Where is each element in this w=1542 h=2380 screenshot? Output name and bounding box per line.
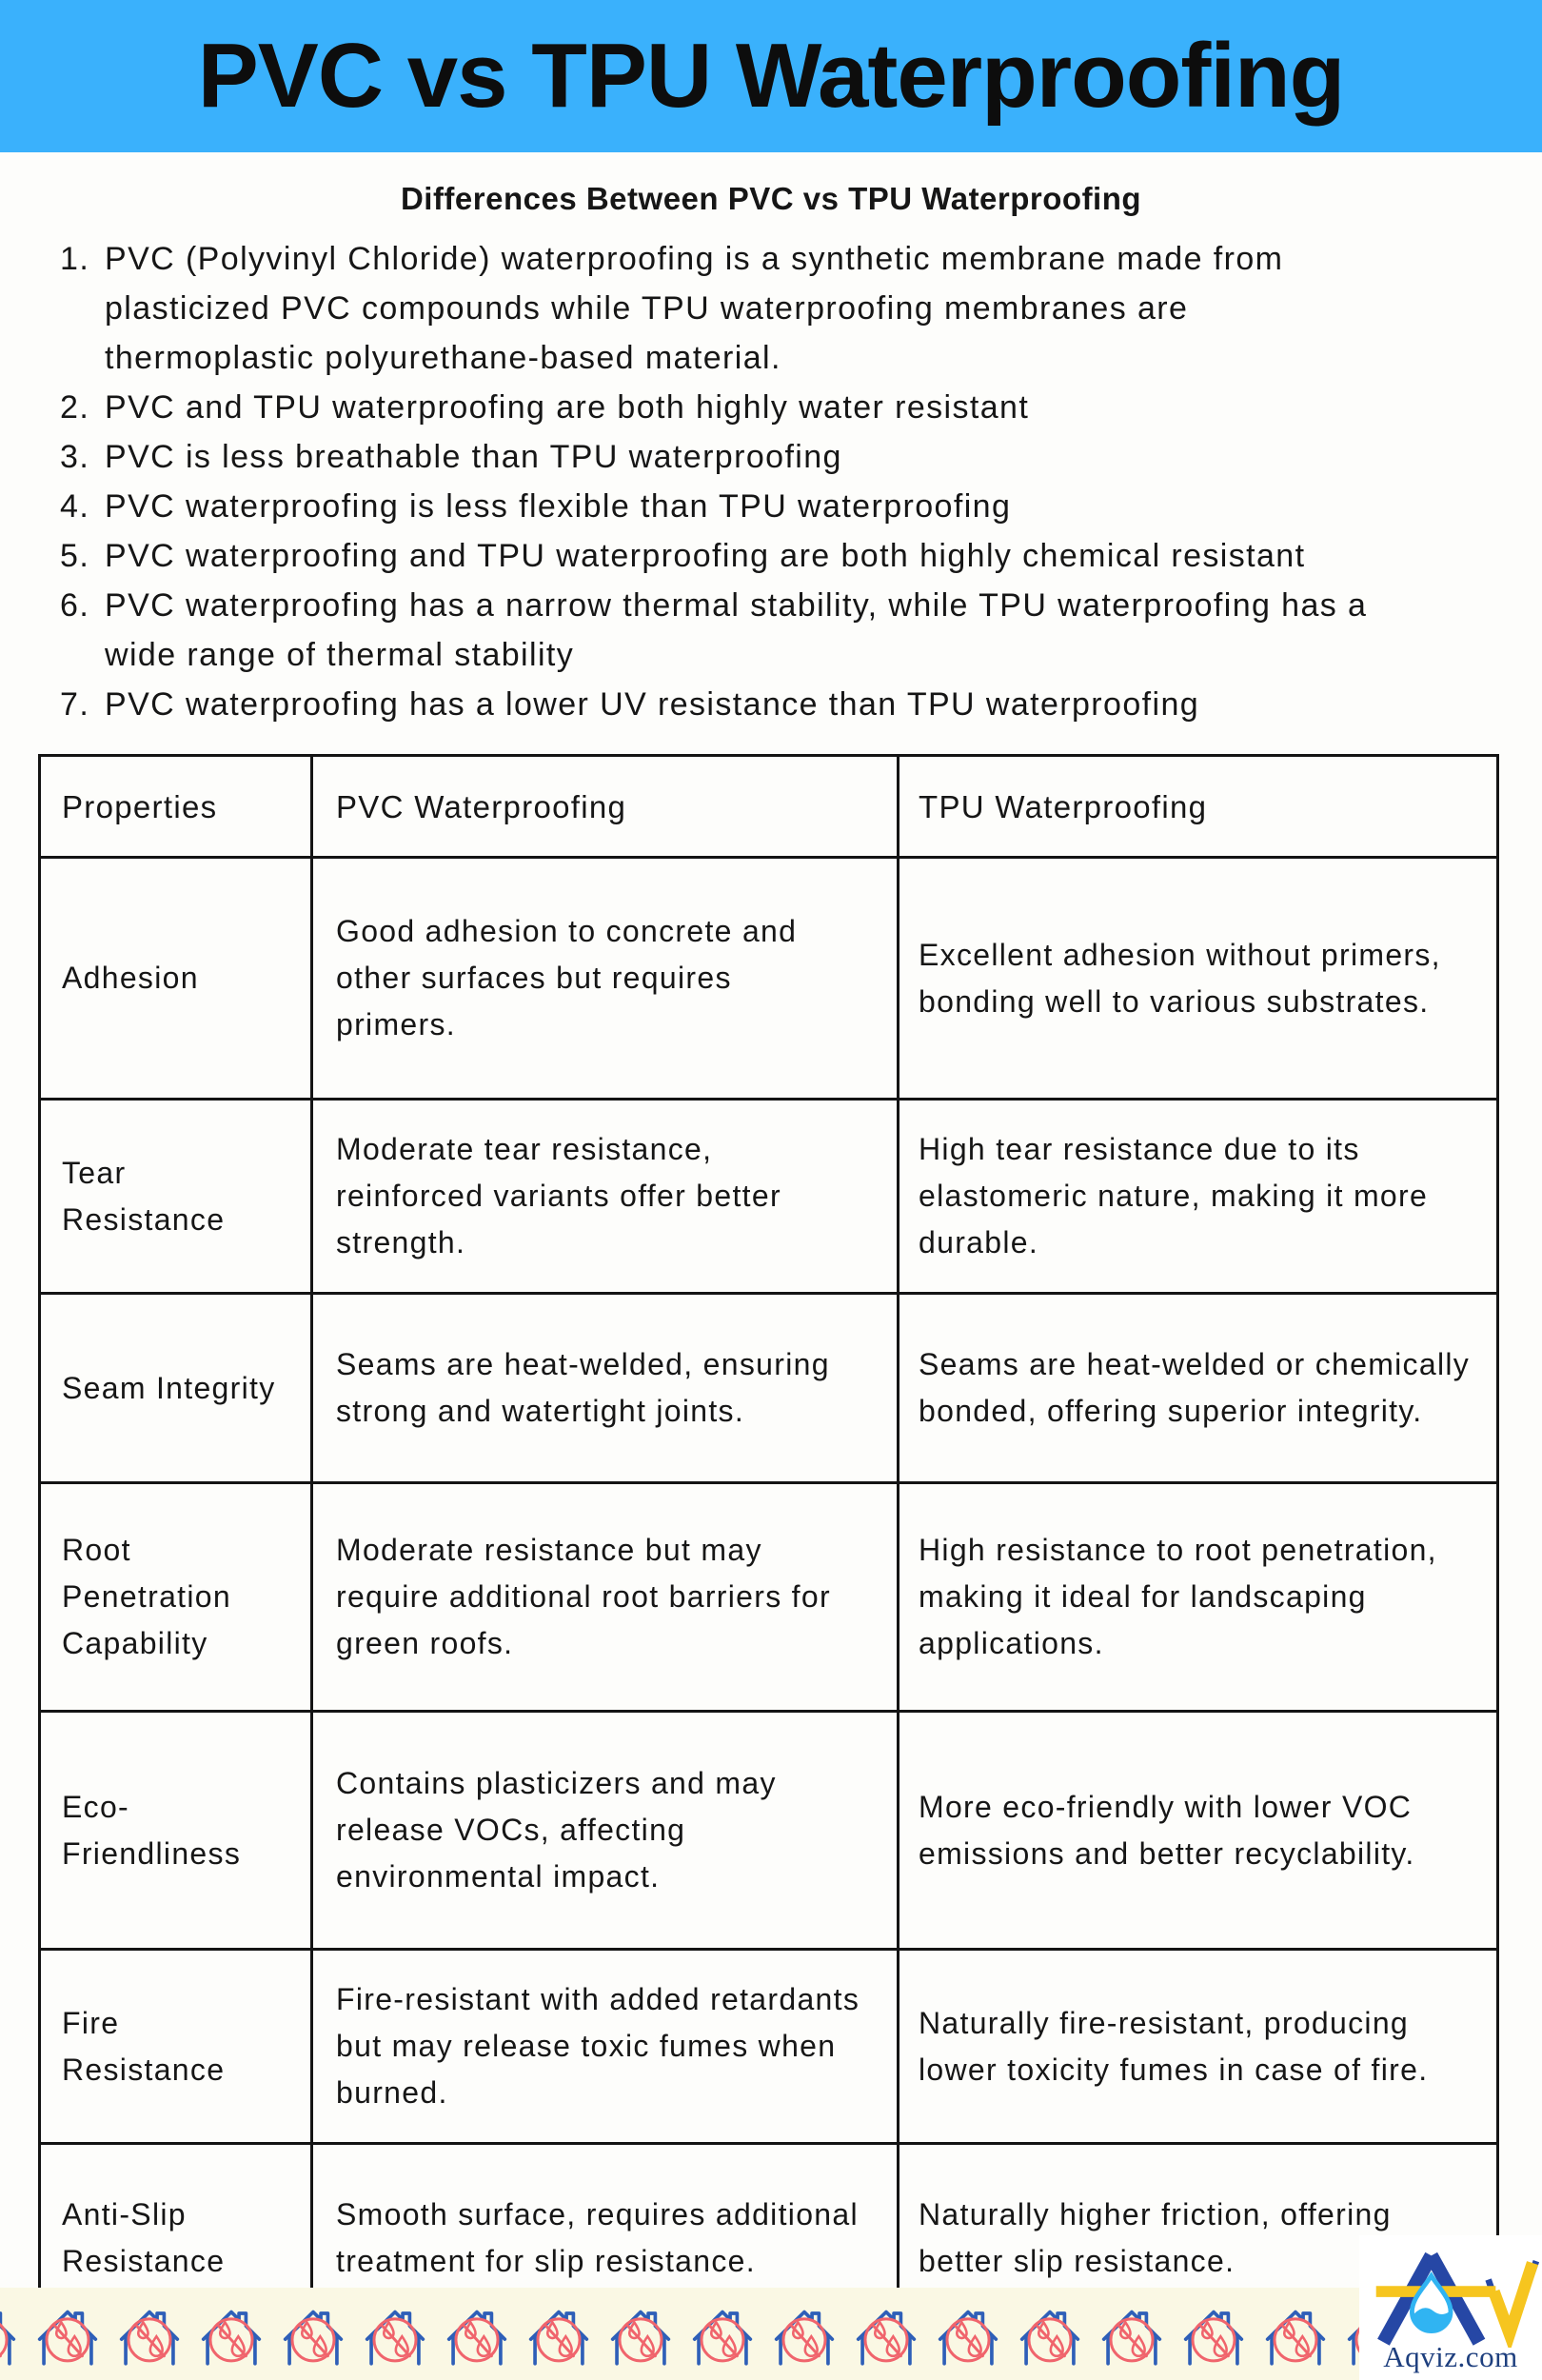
table-row	[40, 1712, 1498, 1950]
tpu-cell: High resistance to root penetration, making it ideal for landscaping applications.	[899, 1483, 1498, 1712]
tpu-cell: Naturally fire-resistant, producing lower toxicity fumes in case of fire.	[899, 1950, 1498, 2144]
property-cell: Seam Integrity	[40, 1294, 312, 1483]
decorative-icon-strip	[0, 2288, 1542, 2380]
brand-logo	[1359, 2235, 1542, 2380]
house-no-water-icon	[1178, 2303, 1249, 2366]
house-no-water-icon	[1260, 2303, 1331, 2366]
table-row	[40, 1100, 1498, 1294]
difference-item: PVC waterproofing is less flexible than TPU waterproofing	[105, 488, 1012, 525]
pvc-cell: Seams are heat-welded, ensuring strong and watertight joints.	[312, 1294, 899, 1483]
property-cell: Adhesion	[40, 858, 312, 1100]
table-row	[40, 1950, 1498, 2144]
house-no-water-icon	[933, 2303, 1003, 2366]
table-row	[40, 1483, 1498, 1712]
subtitle: Differences Between PVC vs TPU Waterproofing	[400, 181, 1142, 216]
column-header-pvc: PVC Waterproofing	[312, 756, 899, 858]
tpu-cell: Naturally higher friction, offering better slip resistance.	[899, 2144, 1498, 2333]
table-row	[40, 1294, 1498, 1483]
difference-item: PVC is less breathable than TPU waterproofing	[105, 439, 842, 475]
page-title: PVC vs TPU Waterproofing	[197, 25, 1345, 127]
house-no-water-icon	[442, 2303, 512, 2366]
property-cell: Fire Resistance	[40, 1950, 312, 2144]
house-no-water-icon	[196, 2303, 267, 2366]
property-cell: Tear Resistance	[40, 1100, 312, 1294]
house-no-water-icon	[605, 2303, 676, 2366]
property-cell: Anti-Slip Resistance	[40, 2144, 312, 2333]
pvc-cell: Good adhesion to concrete and other surfaces but requires primers.	[312, 858, 899, 1100]
content-area	[0, 181, 1542, 2334]
tpu-cell: Excellent adhesion without primers, bonding well to various substrates.	[899, 858, 1498, 1100]
house-no-water-icon	[114, 2303, 185, 2366]
difference-item: PVC (Polyvinyl Chloride) waterproofing is a synthetic membrane made from plasticized PVC compounds while TPU waterproofing membranes are thermoplastic polyurethane-based material.	[105, 241, 1284, 376]
title-banner	[0, 0, 1542, 152]
house-no-water-icon	[0, 2303, 21, 2366]
column-header-tpu: TPU Waterproofing	[899, 756, 1498, 858]
house-no-water-icon	[278, 2303, 348, 2366]
house-no-water-icon	[769, 2303, 840, 2366]
tpu-cell: More eco-friendly with lower VOC emissions and better recyclability.	[899, 1712, 1498, 1950]
house-no-water-icon	[32, 2303, 103, 2366]
house-no-water-icon	[851, 2303, 921, 2366]
pvc-cell: Moderate tear resistance, reinforced variants offer better strength.	[312, 1100, 899, 1294]
difference-item: PVC waterproofing has a lower UV resistance than TPU waterproofing	[105, 686, 1200, 723]
pvc-cell: Smooth surface, requires additional treatment for slip resistance.	[312, 2144, 899, 2333]
brand-name: Aqviz.com	[1383, 2340, 1518, 2373]
property-cell: Eco-Friendliness	[40, 1712, 312, 1950]
pvc-cell: Contains plasticizers and may release VOCs, affecting environmental impact.	[312, 1712, 899, 1950]
house-no-water-icon	[524, 2303, 594, 2366]
difference-item: PVC waterproofing has a narrow thermal stability, while TPU waterproofing has a wide range of thermal stability	[105, 587, 1368, 673]
house-no-water-icon	[687, 2303, 758, 2366]
house-no-water-icon	[1015, 2303, 1085, 2366]
house-no-water-icon	[360, 2303, 430, 2366]
table-header	[40, 756, 1498, 858]
difference-item: PVC and TPU waterproofing are both highly water resistant	[105, 389, 1030, 426]
property-cell: Root Penetration Capability	[40, 1483, 312, 1712]
tpu-cell: Seams are heat-welded or chemically bonded, offering superior integrity.	[899, 1294, 1498, 1483]
differences-list	[60, 234, 1372, 729]
difference-item: PVC waterproofing and TPU waterproofing are both highly chemical resistant	[105, 538, 1306, 574]
header-row	[40, 756, 1498, 858]
table-body	[40, 858, 1498, 2333]
table-row	[40, 858, 1498, 1100]
aqviz-av-water-drop-logo-icon	[1361, 2237, 1540, 2348]
comparison-table	[38, 754, 1499, 2334]
pvc-cell: Moderate resistance but may require additional root barriers for green roofs.	[312, 1483, 899, 1712]
tpu-cell: High tear resistance due to its elastomeric nature, making it more durable.	[899, 1100, 1498, 1294]
column-header-properties: Properties	[40, 756, 312, 858]
pvc-cell: Fire-resistant with added retardants but may release toxic fumes when burned.	[312, 1950, 899, 2144]
house-no-water-icon	[1097, 2303, 1167, 2366]
